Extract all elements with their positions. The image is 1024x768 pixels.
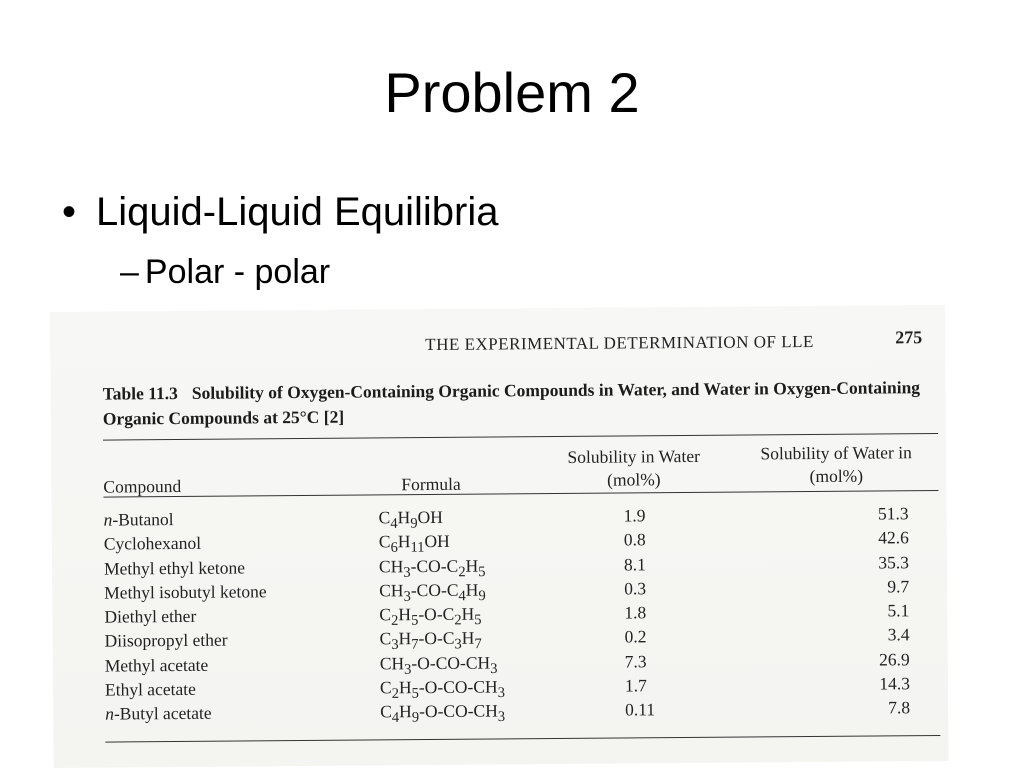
solubility-of-water-cell: 42.6 — [878, 527, 909, 548]
solubility-in-water-cell: 7.3 — [624, 651, 647, 672]
solubility-in-water-cell: 1.9 — [623, 505, 646, 526]
solubility-in-water-cell: 0.8 — [623, 529, 646, 550]
solubility-in-water-cell: 0.3 — [624, 578, 647, 599]
bullet-marker: • — [62, 190, 77, 234]
solubility-in-water-cell: 0.11 — [625, 699, 656, 720]
formula-cell: $C_4H_9-O-CO-CH_3$ — [380, 700, 506, 727]
solubility-of-water-cell: 7.8 — [888, 697, 911, 718]
compound-name: Diethyl ether — [104, 606, 197, 627]
solubility-of-water-cell: 26.9 — [879, 649, 910, 670]
solubility-in-water-cell: 0.2 — [624, 626, 647, 647]
formula-cell: $C_2H_5-O-CO-CH_3$ — [379, 676, 506, 702]
table-row — [105, 697, 940, 728]
column-header-formula: Formula — [401, 473, 461, 495]
solubility-in-water-cell: 1.7 — [624, 675, 647, 696]
solubility-of-water-cell: 9.7 — [887, 576, 910, 597]
compound-name: -Butyl acetate — [113, 703, 212, 724]
sub-bullet-text: Polar - polar — [144, 253, 331, 291]
solubility-of-water-cell: 51.3 — [877, 503, 909, 524]
column-header-line: (mol%) — [607, 469, 661, 490]
compound-cell — [104, 509, 174, 531]
compound-name: Diisopropyl ether — [104, 630, 228, 652]
compound-cell — [105, 655, 209, 677]
formula-cell: $CH_3-O-CO-CH_3$ — [379, 652, 498, 678]
compound-cell — [104, 533, 201, 555]
column-header-solubility-in-water — [546, 445, 721, 492]
compound-prefix: n — [103, 509, 113, 530]
compound-cell — [105, 630, 228, 652]
compound-cell — [104, 557, 245, 579]
compound-cell — [104, 606, 196, 628]
table-caption-number: Table 11.3 — [102, 382, 178, 404]
scanned-table-image — [50, 305, 949, 768]
column-header-line: Solubility in Water — [567, 445, 700, 467]
compound-name: Ethyl acetate — [104, 678, 196, 700]
page-number: 275 — [895, 327, 923, 348]
bullet-item — [62, 190, 499, 234]
column-header-compound: Compound — [103, 475, 182, 497]
formula-cell: $C_4H_9OH$ — [378, 506, 443, 532]
compound-name: -Butanol — [112, 509, 174, 530]
compound-name: Methyl isobutyl ketone — [104, 581, 267, 603]
table-caption-text: Solubility of Oxygen-Containing Organic Compounds in Water, and Water in Oxygen-Containing Organic Compounds at 25°C [2] — [102, 377, 921, 429]
compound-name: Cyclohexanol — [103, 533, 202, 554]
compound-prefix: n — [105, 703, 114, 724]
compound-name: Methyl acetate — [104, 654, 209, 676]
table-caption — [103, 375, 923, 431]
solubility-of-water-cell: 14.3 — [879, 673, 911, 694]
table-top-rule — [103, 433, 938, 441]
formula-cell: $C_2H_5-O-C_2H_5$ — [379, 603, 482, 630]
table-body — [104, 503, 941, 728]
compound-cell — [104, 581, 267, 603]
bullet-text: Liquid-Liquid Equilibria — [96, 190, 499, 234]
table-bottom-rule — [105, 735, 940, 743]
formula-cell: $CH_3-CO-C_2H_5$ — [378, 555, 486, 581]
sub-bullet-item — [120, 254, 330, 291]
solubility-in-water-cell: 1.8 — [624, 602, 647, 623]
slide-title: Problem 2 — [384, 61, 640, 124]
formula-cell: $C_3H_7-O-C_3H_7$ — [379, 628, 482, 654]
formula-cell: $CH_3-CO-C_4H_9$ — [379, 579, 486, 605]
column-header-line: (mol%) — [809, 465, 864, 487]
compound-cell — [105, 679, 196, 701]
column-header-solubility-of-water — [736, 441, 936, 489]
formula-cell: $C_6H_{11}OH$ — [378, 531, 450, 557]
compound-cell — [105, 703, 212, 725]
solubility-of-water-cell: 35.3 — [878, 551, 910, 573]
solubility-of-water-cell: 5.1 — [887, 600, 910, 621]
sub-bullet-marker: – — [120, 253, 139, 291]
table-header-rule — [103, 490, 938, 498]
compound-name: Methyl ethyl ketone — [103, 557, 246, 579]
column-header-line: Solubility of Water in — [760, 442, 912, 464]
running-head: THE EXPERIMENTAL DETERMINATION OF LLE — [425, 332, 814, 355]
solubility-in-water-cell: 8.1 — [623, 553, 646, 575]
solubility-of-water-cell: 3.4 — [887, 624, 910, 645]
